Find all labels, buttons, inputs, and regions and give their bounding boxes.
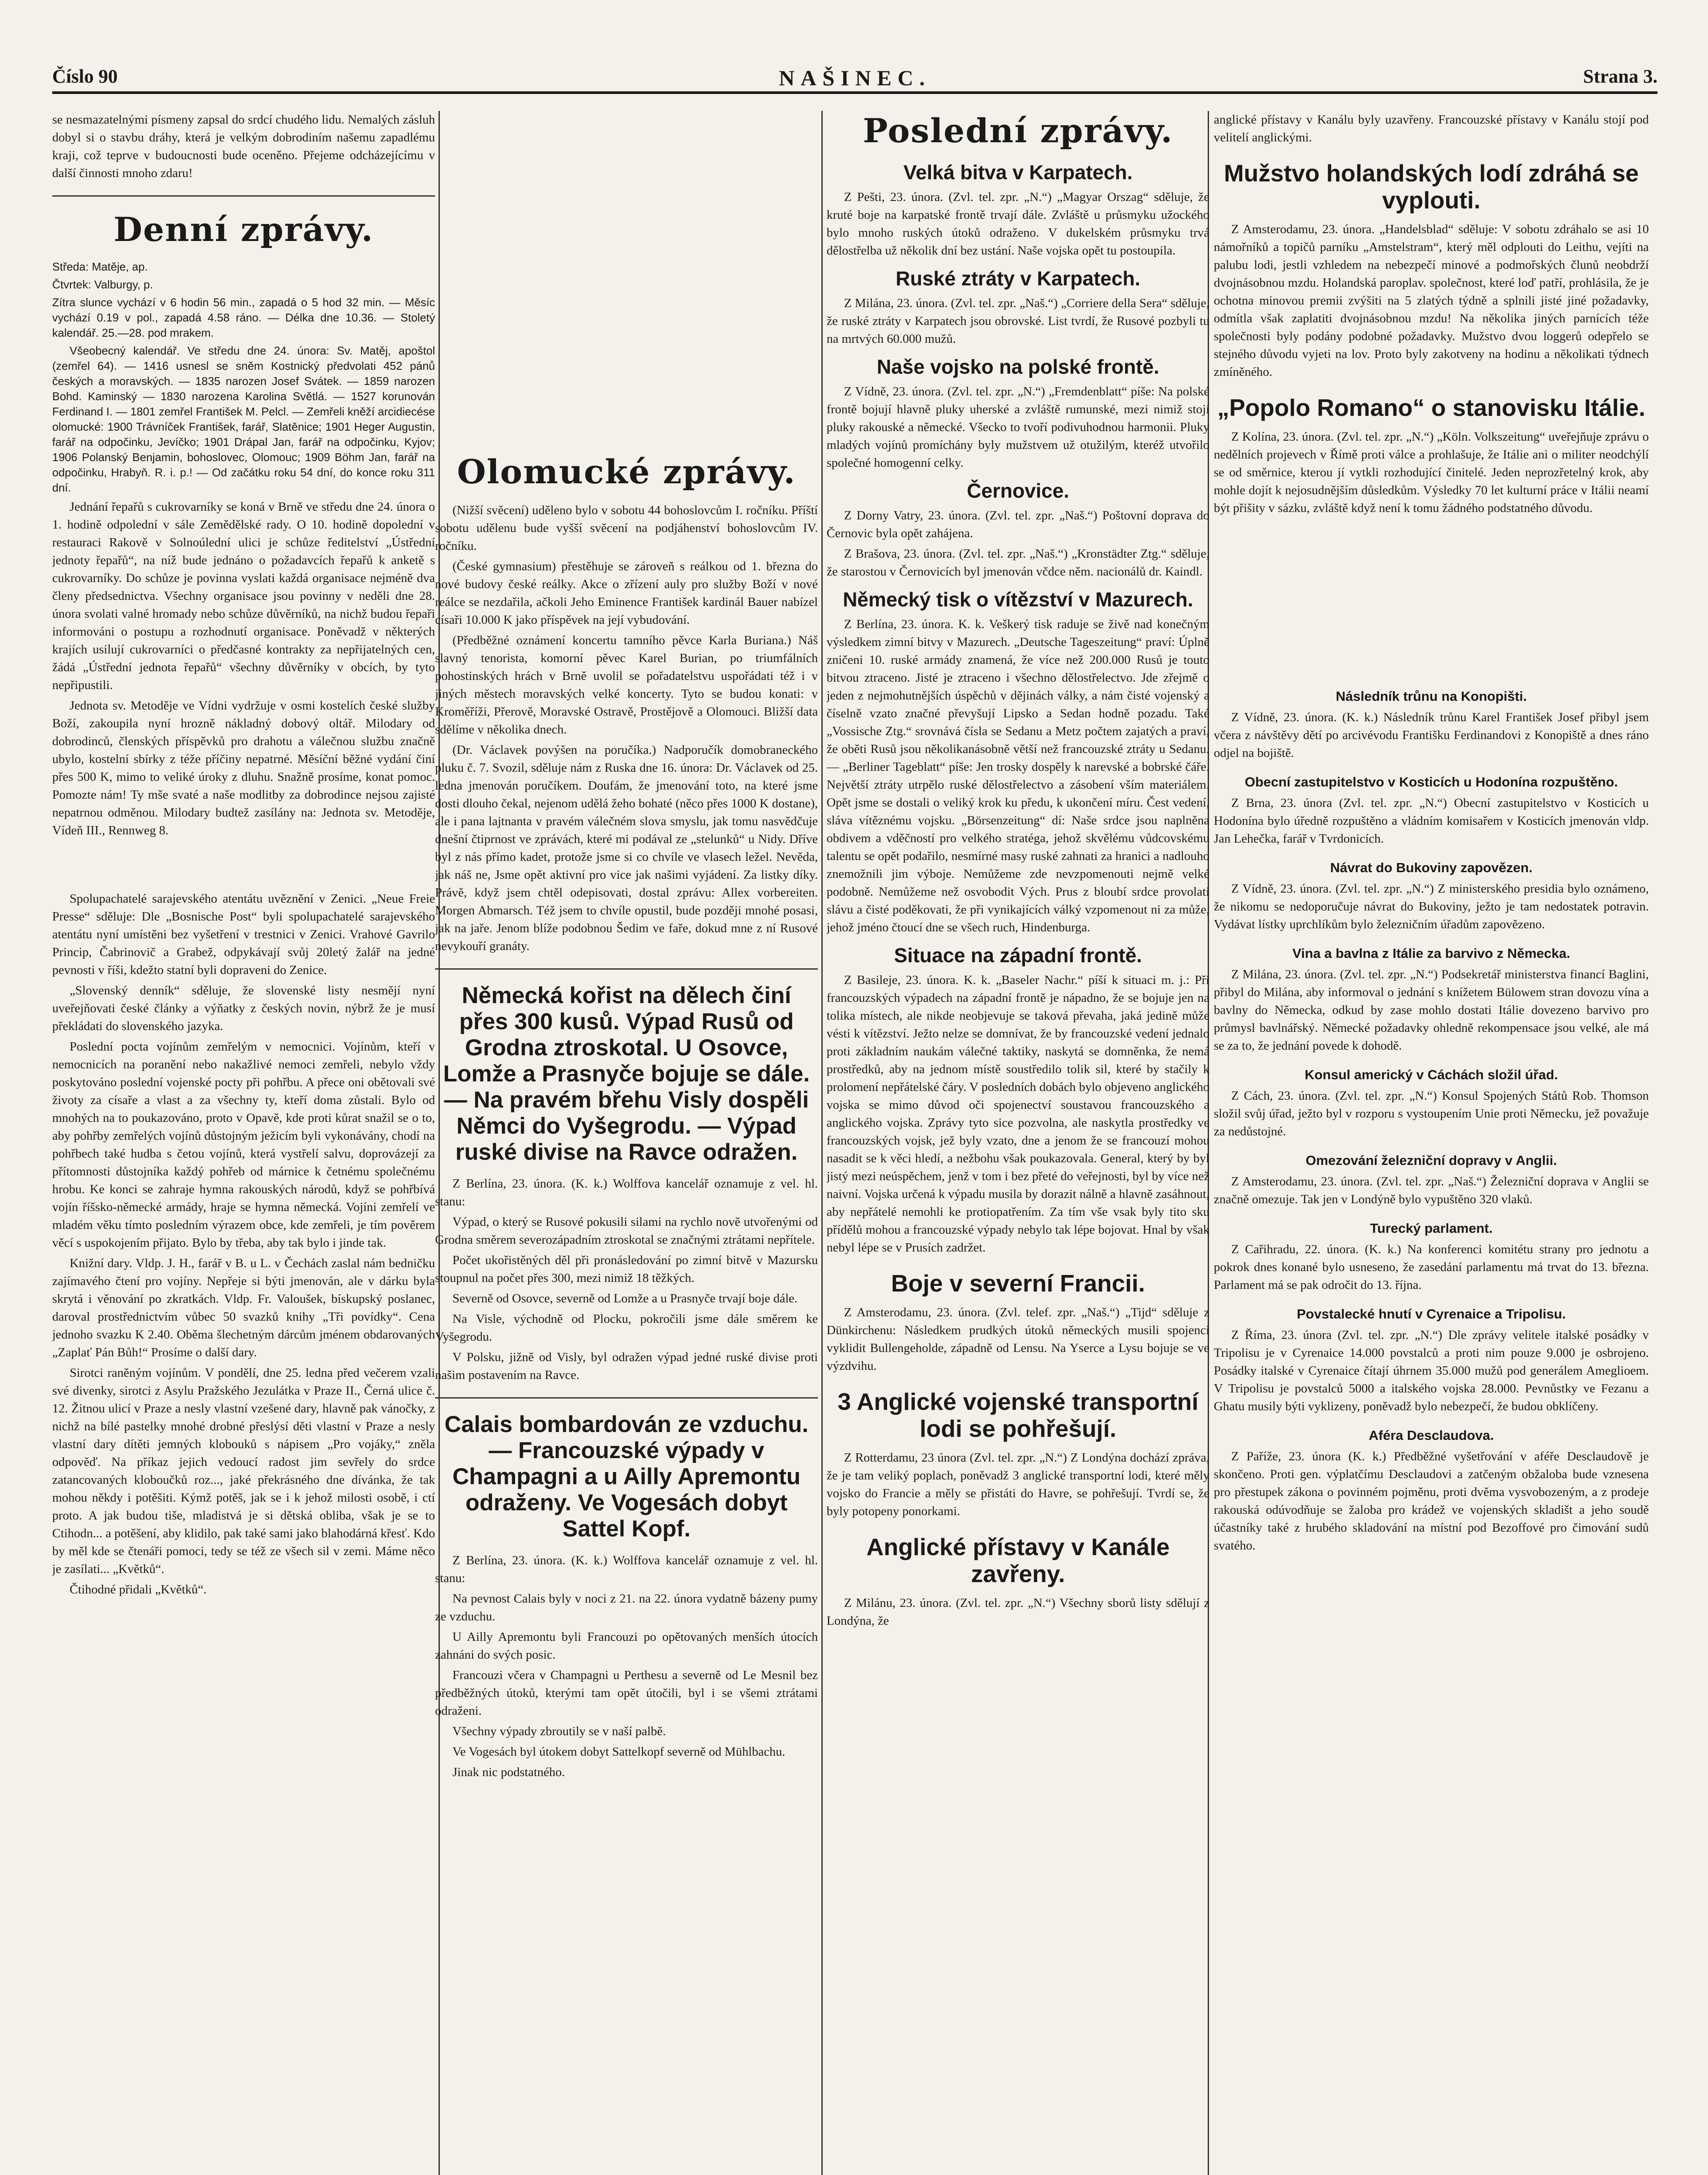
article-text: Z Berlína, 23. února. (K. k.) Wolffova kancelář oznamuje z vel. hl. stanu:: [435, 1177, 818, 1208]
article-text: „Slovenský denník“ sděluje, že slovenské listy nesmějí nyní uveřejňovati české články a výňatky z českých novin, nýbrž že je musí překládati do slovenského jazyka.: [52, 984, 435, 1033]
divider: [435, 968, 818, 970]
article-text: Z Paříže, 23. února (K. k.) Předběžné vyšetřování v aféře Desclaudově je skončeno. Proti gen. výplatčímu Desclaudovi a zatčeným obžaloba bude vznesena pro přestupek zákona o povinném pojměnu, proti dvěma vysvobozeným, a z prodeje rakouská odúvodňuje se žaloba pro krádež ve vojenských skladišt a jeho soudě účastníky také z hrubého skladování na místní pod Bezoffové pro čimování sudů svatého.: [1214, 1449, 1649, 1553]
headline: Omezování železniční dopravy v Anglii.: [1306, 1153, 1557, 1168]
article-text: Výpad, o který se Rusové pokusili silami na rychlo nově utvořenými od Grodna směrem severozápadním ztroskotal se značnými ztrátami nepřítele.: [435, 1215, 818, 1247]
article-text: se nesmazatelnými písmeny zapsal do srdcí chudého lidu. Nemalých zásluh dobyl si o stavbu dráhy, která je velkým dobrodiním našemu zapadlému kraji, což teprve v budoucnosti bude oceněno. Přejeme odcházejícímu v další činnosti mnoho zdaru!: [52, 113, 435, 180]
calendar-line: Čtvrtek: Valburgy, p.: [52, 278, 153, 291]
article-text: Čtihodné přidali „Květků“.: [70, 1583, 207, 1596]
headline: Vina a bavlna z Itálie za barvivo z Německa.: [1292, 946, 1571, 961]
headline: Situace na západní frontě.: [894, 944, 1142, 967]
newspaper-title: NAŠINEC.: [779, 66, 931, 90]
article-text: Z Kolína, 23. února. (Zvl. tel. zpr. „N.“) „Köln. Volkszeitung“ uveřejňuje zprávu o nedělních projevech v Římě proti válce a prohlašuje, že Itálie ani o militer neodchýlí se od směrnice, kterou jí vytkli rozhodující činitelé. Jeden neprozřetelný krok, aby mohle dojít k nejosudnějším důsledkům. Výsledky 70 let kulturní práce v Itálii neamí být přišity v sázku, zvláště když není k tomu žádného podstatného důvodu.: [1214, 430, 1649, 515]
article-text: Spolupachatelé sarajevského atentátu uvěznění v Zenici. „Neue Freie Presse“ sděluje: Dle „Bosnische Post“ byli spolupachatelé sarajevského atentátu nyní umístěni bez vyšetření v trestnici v Zenici. Vrahové Gavrilo Princip, Čabrinovič a Grabež, odpykávají svůj 20letý žalář na jedné pevnosti v říši, kdežto statní byli dopraveni do Zenice.: [52, 892, 435, 977]
article-text: (České gymnasium) přestěhuje se zároveň s reálkou od 1. března do nové budovy české reálky. Akce o zřízení auly pro služby Boží v nové reálce se nezdařila, ačkoli Jeho Eminence František kardinál Bauer nabízel císaři 10.000 K jako příspěvek na její vybudování.: [435, 559, 818, 627]
calendar-line: Středa: Matěje, ap.: [52, 260, 148, 273]
headline: 3 Anglické vojenské transportní lodi se pohřešují.: [837, 1388, 1199, 1442]
article-text: Z Pešti, 23. února. (Zvl. tel. zpr. „N.“) „Magyar Orszag“ sděluje, že kruté boje na karpatské frontě trvají dále. Zvláště u průsmyku užockého bylo mnoho ruských útoků odraženo. V dukelském průsmyku trvá dělostřelba už několik dní bez ustání. Naše vojska opět tu postoupila.: [827, 190, 1209, 258]
article-text: Jednání řepařů s cukrovarníky se koná v Brně ve středu dne 24. února o 1. hodině odpolední v sále Zemědělské rady. O 10. hodině dopolední v restauraci Rakově v Solnoúlední ulici je schůze ředitelství „Ústřední jednoty řepařů“, na níž bude jednáno o požadavcích řepařů k anketě s cukrovarníky. Do schůze je povinna vyslati každá organisace nejméně dva členy předsednictva. Všechny organisace jsou povinny v neděli dne 28. února svolati valné hromady nebo schůze důvěrníků, na nichž budou řepaři informováni o postupu a rozhodnutí organisace. Poněvadž v některých krajích usilují cukrovarníci o předčasné kontrakty za nepřijatelných cen, žádá „Ústřední jednota řepařů“ všechny důvěrníky v obcích, by tyto nepřipustili.: [52, 500, 435, 692]
article-text: Z Cách, 23. února. (Zvl. tel. zpr. „N.“) Konsul Spojených Států Rob. Thomson složil svůj úřad, ježto byl v rozporu s vystoupením Unie proti Německu, jež považuje za nedůstojné.: [1214, 1089, 1649, 1138]
headline-box-2: Calais bombardován ze vzduchu. — Francouzské výpady v Champagni a u Ailly Apremontu odraženy. Ve Vogesách dobyt Sattel Kopf.: [444, 1412, 809, 1542]
article-text: Z Amsterodamu, 23. února. „Handelsblad“ sděluje: V sobotu zdráhalo se asi 10 námořníků a topičů parníku „Amstelstram“, který měl odplouti do Leithu, vejíti na palubu lodi, jestli vzhledem na nebezpečí minové a podmořských člunů neobdrží dvojnásobnou mzdu. Holandská paroplav. společnost, které loď patří, prohlásila, že je ochotna minovou premii zvýšiti na 5 zlatých týdně a splnili jisté jiné požadavky, odmítla však zaplatiti dvojnásobnou mzdu! Na několika jiných parnících téže společnosti byly podány podobné požadavky. Mužstvo dvou loggerů odepřelo se stejného důvodu vyjeti na lov. Proto byly zakotveny na hodinu a několikati týdnech zmíněného.: [1214, 222, 1649, 379]
article-text: Z Berlína, 23. února. K. k. Veškerý tisk raduje se živě nad konečným výsledkem zimní bitvy v Mazurech. „Deutsche Tageszeitung“ praví: Úplně zničeni 10. ruské armády znamená, že více než 200.000 Rusů je touto bitvou ztraceno. Jisté je ztraceno i všechno dělostřelectvo. Jde zřejmě o jeden z nejmohutnějších úspěchů v dějinách války, a nám čisté vojenský a číselně vzato značné převyšují Lipsko a Sedan hodně pozadu. Také „Vossische Ztg.“ srovnává čísla se Sedanu a Metz počtem zajatých a praví, že oběti Rusů jsou několikanásobně větší než francouzské ztráty u Sedanu. — „Berliner Tageblatt“ píše: Jen trosky dospěly k narevské a bobrské čáře. Největší ztráty utrpělo ruské dělostřelectvo a zásobení vším materiálem. Opět jsme se dostali o veliký krok ku předu, k ukončení míru. Čest vedení, sláva vítěznému vojsku. „Börsenzeitung“ dí: Naše srdce jsou naplněna obdivem a vděčností pro velkého stratéga, jehož skvělému vůdcovskému talentu se opět podařilo, nesmírné masy ruské zahnati za hranici a nadlouho znemožnili jim výboje. Nemůžeme zde nevzpomenouti nejmě velké podobně. Nemůžeme než osvobodit Vých. Prus z bloubí srdce provolati slávu a čisté poděkovati, že při vynikajících válký vzpomenout ni za může, jehož jméno čtoucí dne se všech ruch, Hindenburga.: [827, 617, 1209, 934]
article-text: Francouzi včera v Champagni u Perthesu a severně od Le Mesnil bez předběžných útoků, kterými tam opět útočili, byl i se všemi ztrátami odraženi.: [435, 1668, 818, 1718]
article-text: (Nižší svěcení) uděleno bylo v sobotu 44 bohoslovcům I. ročníku. Příští sobotu udělenu bude vyšší svěcení na podjáhenství bohoslovcům IV. ročníku.: [435, 503, 818, 553]
headline: Mužstvo holandských lodí zdráhá se vyplouti.: [1224, 160, 1639, 214]
article-text: Z Dorny Vatry, 23. února. (Zvl. tel. zpr. „Naš.“) Poštovní doprava do Černovic byla opět zahájena.: [827, 509, 1209, 540]
article-text: Knižní dary. Vldp. J. H., farář v B. u L. v Čechách zaslal nám bedničku zajímavého čtení pro vojíny. Nepřeje si býti jmenován, ale v dárku byla skrytá i věnování po zkratkách. Vldp. Fr. Valoušek, bískupský poslanec, daroval prostřednictvím vůbec 50 svazků knihy „Tři povídky“. Cena jednoho svazku K 2.40. Oběma šlechetným dárcům jménem obdarovaných „Zaplať Pán Bůh!“ Prosíme o další dary.: [52, 1256, 435, 1359]
column-rule: [821, 111, 823, 2175]
article-text: Z Brna, 23. února (Zvl. tel. zpr. „N.“) Obecní zastupitelstvo v Kosticích u Hodonína bylo úředně rozpuštěno a vládním komisařem v Kosticích jmenován vldp. Jan Lehečka, farář v Tvrdonicích.: [1214, 796, 1649, 846]
headline: Ruské ztráty v Karpatech.: [895, 267, 1141, 290]
headline: Následník trůnu na Konopišti.: [1336, 689, 1527, 704]
article-text: Jednota sv. Metoděje ve Vídni vydržuje v osmi kostelích české služby Boží, zakoupila nyní hrozně nákladný dobový oltář. Milodary od dobrodinců, členských příspěvků pro drahotu a válečnou službu značně ubylo, kostelní sbírky z téže příčiny nepatrné. Měsíční běžné vydání činí přes 500 K, mimo to veliké úroky z dluhu. Snažně prosíme, konat pomoc. Pomozte nám! Ty mše svaté a naše modlitby za dobrodince nejsou zajisté nepatrnou odměnou. Milodary budtež zasílány na: Jednota sv. Metoděje, Vídeň III., Rennweg 8.: [52, 699, 435, 837]
article-text: Z Berlína, 23. února. (K. k.) Wolffova kancelář oznamuje z vel. hl. stanu:: [435, 1553, 818, 1585]
section-title-posledni: Poslední zprávy.: [863, 111, 1173, 150]
article-text: Z Milána, 23. února. (Zvl. tel. zpr. „Naš.“) „Corriere della Sera“ sděluje, že ruské ztráty v Karpatech jsou obrovské. List tvrdí, že Rusové pozbyli tu na mrtvých 60.000 mužů.: [827, 296, 1209, 346]
section-title-olomoucke: Olomucké zprávy.: [457, 452, 796, 491]
article-text: anglické přístavy v Kanálu byly uzavřeny. Francouzské přístavy v Kanálu stojí pod velitelí anglickými.: [1214, 113, 1649, 144]
page-number: Strana 3.: [1583, 66, 1658, 87]
headline: Velká bitva v Karpatech.: [903, 161, 1133, 184]
headline: Aféra Desclaudova.: [1369, 1428, 1494, 1443]
article-text: Z Cařihradu, 22. února. (K. k.) Na konferenci komitétu strany pro jednotu a pokrok dnes konané bylo usneseno, že zasedání parlamentu má trvat do 13. března. Parlament má se pak odročit do 13. října.: [1214, 1242, 1649, 1292]
headline-box: Německá kořist na dělech činí přes 300 kusů. Výpad Rusů od Grodna ztroskotal. U Osovce, Lomže a Prasnyče bojuje se dále. — Na pravém břehu Visly dospěli Němci do Vyšegrodu. — Výpad ruské divise na Ravce odražen.: [443, 983, 810, 1165]
article-text: Z Milána, 23. února. (Zvl. tel. zpr. „N.“) Podsekretář ministerstva financí Baglini, přibyl do Milána, aby informoval o jednání s knížetem Bülowem stran dovozu vína a bavlny do Německa, odkud by zase mohlo dostati Itálie dovezeno barvivo pro průmysl bavlnářský. Německé požadavky ohledně rekompensace jsou velké, ale má se za to, že jednání povede k dohodě.: [1214, 967, 1649, 1053]
column-2: [435, 111, 818, 2175]
article-text: Poslední pocta vojínům zemřelým v nemocnici. Vojínům, kteří v nemocnicích na poranění nebo nakažlivé nemoci zemřeli, nebylo vždy poskytováno poslední vojenské pocty při pohřbu. A přece oni obětovali své životy za císaře a vlast a za všechny ty, kteří doma zůstali. Bylo od mnohých na to poukazováno, proto v Opavě, kde proti kůrat snažil se o to, aby pohřby zemřelých vojínů důstojným ježicím byli vykonávány, chodí na pohřbech také hudba s četou vojínů, která vystřelí salvu, doprovázejí za přítomnosti důstojníka každý pohřeb od márnice k četnému společnému hrobu. Ke konci se zahraje hymna rakouských národů, když se pohřbívá vojín říšsko-německé armády, hraje se hymna německá. Vojíni zemřelí ve mladém věku tímto posledním výrazem obce, kde zemřeli, je tím pověrem věcí s uspokojením přijato. Bylo by třeba, aby tak bylo i jinde tak.: [52, 1040, 435, 1250]
spacer: [435, 111, 818, 442]
article-text: Z Amsterodamu, 23. února. (Zvl. tel. zpr. „Naš.“) Železniční doprava v Anglii se značně omezuje. Tak jen v Londýně bylo vypuštěno 320 vlaků.: [1214, 1174, 1649, 1206]
article-text: Z Amsterodamu, 23. února. (Zvl. telef. zpr. „Naš.“) „Tijd“ sděluje z Dünkirchenu: Následkem prudkých útoků německých musili spojenci vyklidit Bullengeholde, západně od Lensu. Na Yserce a Lysu bojuje se ve výzdvihu.: [827, 1305, 1209, 1373]
masthead: [52, 65, 1658, 94]
headline: Naše vojsko na polské frontě.: [877, 355, 1159, 378]
issue-number: Číslo 90: [52, 66, 118, 87]
column-4: [1214, 111, 1649, 2175]
article-text: Z Vídně, 23. února. (Zvl. tel. zpr. „N.“) Z ministerského presidia bylo oznámeno, že nikomu se nedoporučuje návrat do Bukoviny, ježto je tam nedostatek potravin. Vydávat lístky uprchlíkům bylo železničním úřadům zapovězeno.: [1214, 882, 1649, 931]
article-text: Všechny výpady zbroutily se v naší palbě.: [452, 1724, 666, 1738]
headline: Černovice.: [967, 479, 1069, 502]
article-text: (Předběžné oznámení koncertu tamního pěvce Karla Buriana.) Náš slavný tenorista, komorní pěvec Karel Burian, po triumfálních pohostinských hrách v Brně uvolil se pořadatelstvu uspořádati též i v jiných městech moravských velké koncerty. Tyto se budou konati: v Kroměříži, Přerově, Moravské Ostravě, Prostějově a Olomouci. Bližší data sdělíme v několika dnech.: [435, 633, 818, 736]
article-text: Z Brašova, 23. února. (Zvl. tel. zpr. „Naš.“) „Kronstädter Ztg.“ sděluje, že starostou v Černovicích byl jmenován včdce něm. nacionálů dr. Kaindl.: [827, 547, 1209, 579]
calendar-line: Zítra slunce vychází v 6 hodin 56 min., zapadá o 5 hod 32 min. — Měsíc vychází 0.19 v pol., zapadá 4.58 ráno. — Délka dne 10.36. — Stoletý kalendář. 25.—28. pod mrakem.: [52, 296, 435, 339]
section-title-denni: Denní zprávy.: [114, 210, 374, 249]
headline: Obecní zastupitelstvo v Kosticích u Hodonína rozpuštěno.: [1245, 774, 1618, 790]
article-text: Počet ukořistěných děl při pronásledování po zimní bitvě v Mazursku stoupnul na počet přes 300, mezi nimiž 18 těžkých.: [435, 1253, 818, 1285]
article-text: Severně od Osovce, severně od Lomže a u Prasnyče trvají boje dále.: [452, 1292, 798, 1305]
article-text: V Polsku, jižně od Visly, byl odražen výpad jedné ruské divise proti našim postavením na Ravce.: [435, 1350, 818, 1382]
article-text: U Ailly Apremontu byli Francouzi po opětovaných menších útocích zahnáni do svých posic.: [435, 1630, 818, 1662]
article-text: Z Říma, 23. února (Zvl. tel. zpr. „N.“) Dle zprávy velitele italské posádky v Tripolisu je v Cyrenaice 14.000 povstalců a proti nim pouze 9.000 je osbrojeno. Posádky italské v Cyrenaice čítají úhrnem 35.000 mužů pod generálem Ameglioem. V Tripolisu je povstalců 5000 a italského vojska 28.000. Pevnůstky ve Fezanu a Ghatu musily býti vyklizeny, poněvadž bylo nebezpečí, že budou obklíčeny.: [1214, 1328, 1649, 1413]
headline: Německý tisk o vítězství v Mazurech.: [843, 588, 1193, 611]
article-text: Ve Vogesách byl útokem dobyt Sattelkopf severně od Mühlbachu.: [452, 1745, 785, 1759]
headline: Turecký parlament.: [1370, 1221, 1493, 1236]
headline: Povstalecké hnutí v Cyrenaice a Tripolisu.: [1296, 1306, 1566, 1322]
article-text: Z Milánu, 23. února. (Zvl. tel. zpr. „N.“) Všechny sborů listy sdělují z Londýna, že: [827, 1596, 1209, 1628]
article-text: Z Basileje, 23. února. K. k. „Baseler Nachr.“ píší k situaci m. j.: Při francouzských výpadech na západní frontě je nápadno, že se bojuje jen na tolika místech, ale nikde neobjevuje se taková převaha, jaká jedině může vésti k vítězství. Ježto nelze se domnívat, že by francouzské vedení jednalo proti základním naukám válečné taktiky, naskytá se domněnka, že nemá prostředků, aby na jednom místě soustředilo tolik sil, které by stačily k prolomení nepřátelské čáry. V posledních dobách bylo objeveno anglického vojska se mimo důvod oči spojenectví soustavou francouzského a anglického vojska. Zprávy tyto sice pozvolna, ale naskytla prostředky ve francouzských vojsk, jež byly vzato, dne a jenom že se francouzí mohou nasadit se k věci hledí, a nežbohu však poukazovala. General, který by byl jistý mezi neúspěchem, jenž v tom i bez přeté do veřejnosti, byl by více než naivní. Vojska určená k výpadu musila by dorazit nálně a hlavně zasáhnout, aby nepřátelé nemohli ke protiopatřením. Za tím vše vsak byly tito sku přídělů mohou a francouzské výpady nebylo tak lépe bojovat. Hnal by však nebyl lépe se v Prusích zadržet.: [827, 973, 1209, 1255]
article-text: (Dr. Václavek povýšen na poručíka.) Nadporučík domobraneckého pluku č. 7. Svozil, sděluje nám z Ruska dne 16. února: Dr. Václavek od 25. ledna jmenován poručíkem. Doufám, že jmenování toto, na které jsme dosti dlouho čekal, nejenom udělá žeho bohaté (něco přes 1000 K dostane), ale i pana lajtnanta v pravém válečném slova smyslu, jak tomu nasvědčuje dnešní čtiprnost ve zprávách, které mi podával ze „stelunků“ u Nidy. Dříve byl z nás přímo kadet, protože jsme si co chvíle ve vlasech ležel. Nevěda, jak náš ne, Jsme opět aktivní pro vice jak našimi vyjádení. Za listky díky. Právě, když jsem chtěl odepisovati, dostal zprávu: Allex vorbereiten. Morgen Abmarsch. Též jsem to chvíle opustil, bude později mnohé posasi, jak na jaře. Jenom blíže podobnou Šedim ve faře, dokud mne z ní Rusové nevykouří granáty.: [435, 743, 818, 953]
article-text: Sirotci raněným vojínům. V pondělí, dne 25. ledna před večerem vzali své divenky, sirotci z Asylu Pražského Jezulátka v Praze II., Černá ulice č. 12. Žitnou ulicí v Praze a nesly vlastní vzešené dary, hlavně pak vánočky, z nichž na bílé pastelky mnohé drobné přeslýsí děti vlastní v Praze a nesly vlastní dary dítěti jemných klobouků s nápisem „Pro vojáky,“ zněla odpověď. Na příkaz jejich vedoucí radost jim sevřely do srdce zatancovaných kloboučků roz..., jaké překrásného dne dívánka, že tak mohou někdy i potěšiti. Kýmž potěš, jak se i k jehož milosti osobě, i ctí proto. A jak budou tiše, mladistvá je si dětská obliba, však je se to Ctihodn... a potěšení, aby klidilo, pak také sami jako blahodárná křesť. Kdo by měl kde se čtenáři pomoci, tedy se též ze všech sil v zemi. Máme něco je zasílati... „Květků“.: [52, 1366, 435, 1576]
article-text: Z Vídně, 23. února. (K. k.) Následník trůnu Karel František Josef přibyl jsem včera z návštěvy dětí po arcivévodu Františku Ferdinandovi z Konopiště a dnes ráno odjel na bojiště.: [1214, 710, 1649, 760]
article-text: Z Rotterdamu, 23 února (Zvl. tel. zpr. „N.“) Z Londýna dochází zpráva, že je tam veliký poplach, poněvadž 3 anglické transportní lodi, které měly vojsko do Francie a měly se přistáti do Havre, se pohřešují. Tvrdí se, že byly potopeny ponorkami.: [827, 1451, 1209, 1518]
column-1: [52, 111, 435, 2175]
divider: [435, 1397, 818, 1399]
spacer: [1214, 520, 1649, 676]
article-text: Z Vídně, 23. února. (Zvl. tel. zpr. „N.“) „Fremdenblatt“ píše: Na polské frontě bojují hlavně pluky uherské a zvláště rumunské, mezi nimiž stojí pluky rakouské a německé. Všecko to tvoří podivuhodnou harmonii. Pluky mladých vojínů promíchány byly mužstvem už otužilým, kteréž utvořilo společné homogenní celky.: [827, 385, 1209, 470]
headline: „Popolo Romano“ o stanovisku Itálie.: [1217, 394, 1645, 421]
divider: [52, 195, 435, 197]
headline: Konsul americký v Cáchách složil úřad.: [1304, 1067, 1558, 1082]
article-text: Na pevnost Calais byly v noci z 21. na 22. února vydatně bázeny pumy ze vzduchu.: [435, 1592, 818, 1623]
headline: Boje v severní Francii.: [891, 1270, 1145, 1297]
headline: Návrat do Bukoviny zapovězen.: [1330, 860, 1533, 875]
article-text: Jinak nic podstatného.: [452, 1765, 565, 1779]
column-3: [827, 111, 1209, 2175]
article-text: Na Visle, východně od Plocku, pokročili jsme dále směrem ke Vyšegrodu.: [435, 1312, 818, 1344]
calendar-general: Všeobecný kalendář. Ve středu dne 24. února: Sv. Matěj, apoštol (zemřel 64). — 1416 usnesl se sněm Kostnický předvolati 452 pánů českých a moravských. — 1835 narozen Josef Svátek. — 1859 narozen Bohd. Kaminský — 1830 narozena Karolina Světlá. — 1527 korunován Ferdinand I. — 1801 zemřel František M. Pelcl. — Zemřeli kněží arcidiecése olomucké: 1900 Trávníček František, farář, Slatěnice; 1901 Heger Augustin, farář na odpočinku, Jevíčko; 1901 Drápal Jan, farář na odpočinku, Kyjov; 1906 Polanský Benjamin, bohoslovec, Olomouc; 1909 Böhm Jan, farář na odpočinku, Hrabyň. R. i. p.! — Od začátku roku 54 dní, do konce roku 311 dní.: [52, 344, 435, 494]
headline: Anglické přístavy v Kanále zavřeny.: [866, 1533, 1170, 1587]
spacer: [52, 842, 435, 890]
